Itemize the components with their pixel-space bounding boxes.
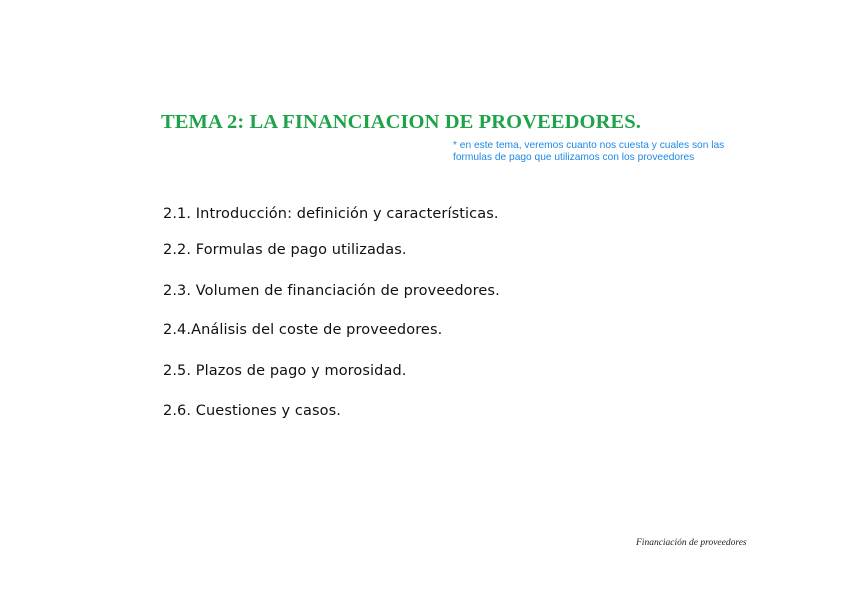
toc-item-2-6: 2.6. Cuestiones y casos. [163,403,341,419]
toc-item-2-3: 2.3. Volumen de financiación de proveedores. [163,283,500,299]
toc-item-2-2: 2.2. Formulas de pago utilizadas. [163,242,407,258]
speaker-note-line: * en este tema, veremos cuanto nos cuesta y cuales son las [453,140,725,151]
toc-item-2-4: 2.4.Análisis del coste de proveedores. [163,322,443,338]
speaker-note-line: formulas de pago que utilizamos con los proveedores [453,151,695,163]
toc-item-2-1: 2.1. Introducción: definición y características. [163,206,499,222]
speaker-note [453,140,753,163]
slide-title: TEMA 2: LA FINANCIACION DE PROVEEDORES. [161,111,642,133]
slide-footer: Financiación de proveedores [636,538,747,548]
toc-item-2-5: 2.5. Plazos de pago y morosidad. [163,363,407,379]
